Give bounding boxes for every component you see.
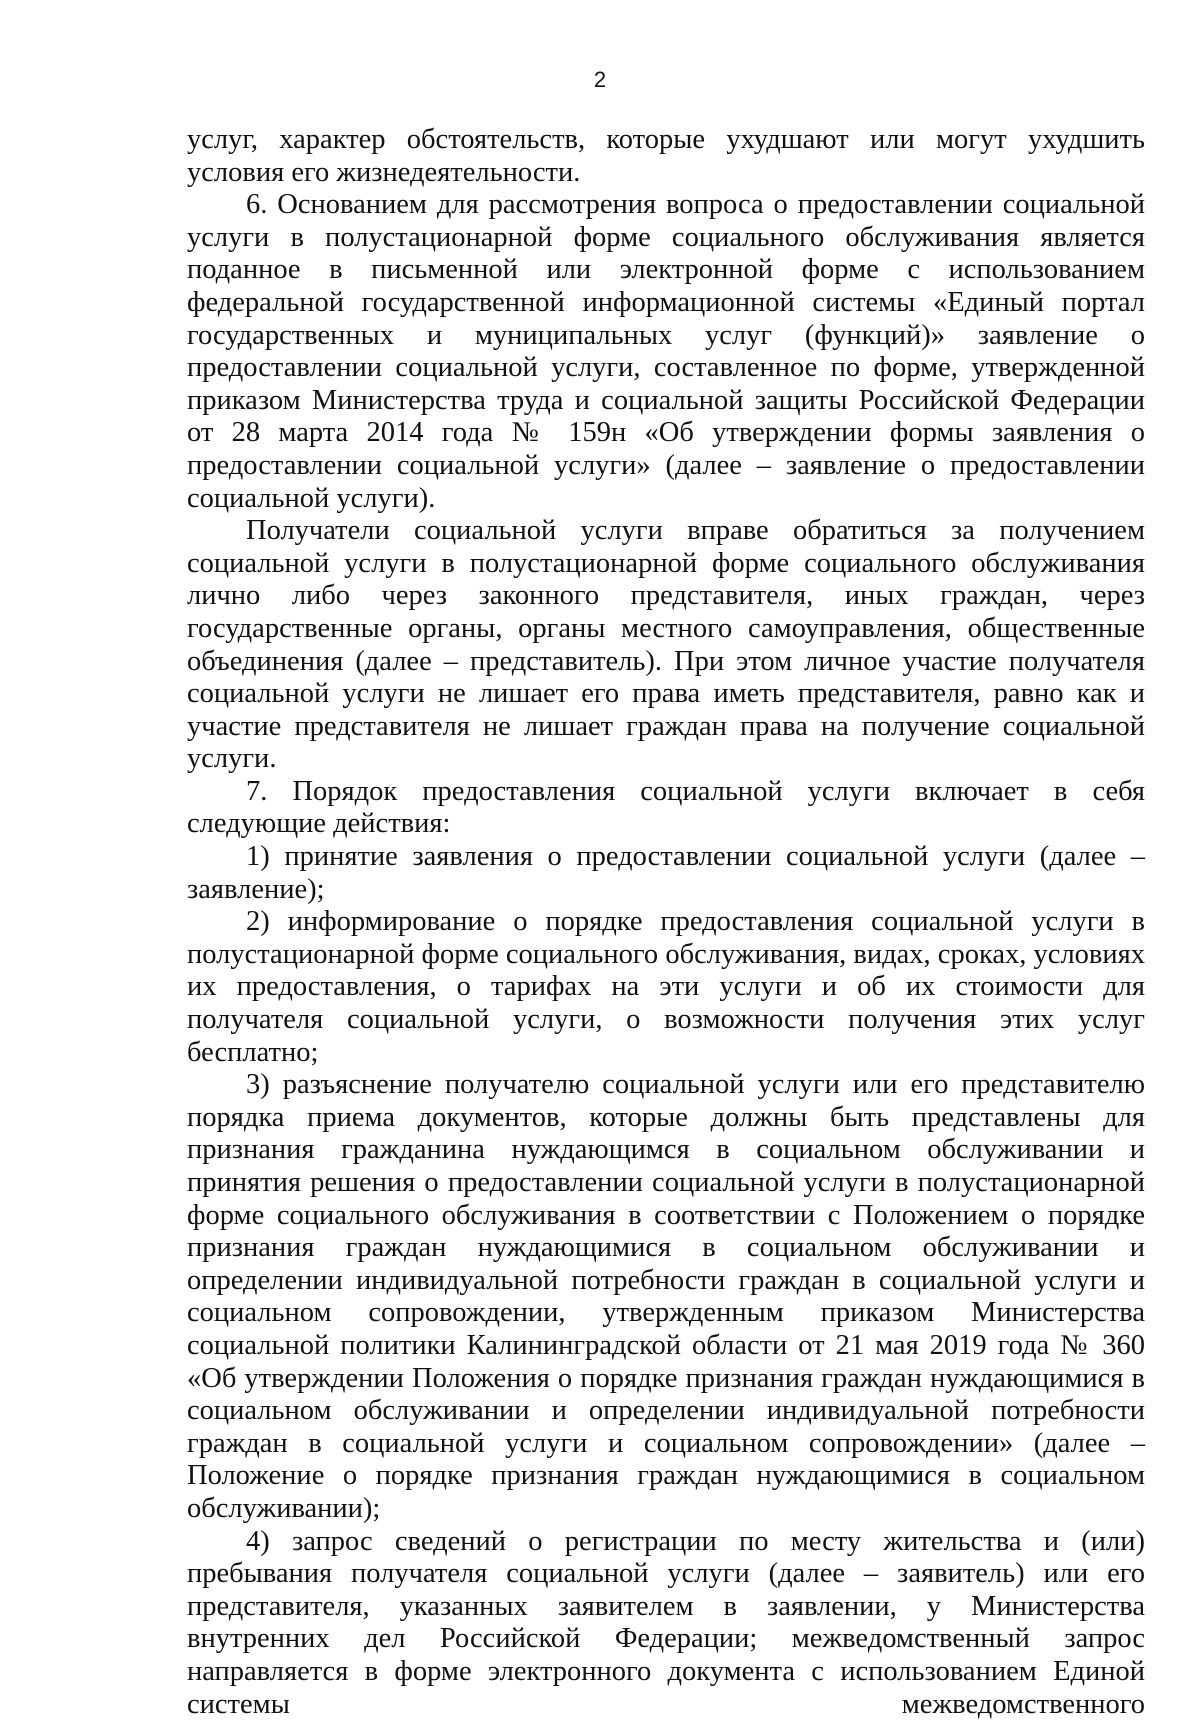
list-item-3: 3) разъяснение получателю социальной услуги или его представителю порядка приема документов, которые должны быть представлены для признания гражданина нуждающимся в социальном обслуживании и принятия решения о предоставлении социальной услуги в полустационарной форме социального обслуживания в соответствии с Положением о порядке признания граждан нуждающимися в социальном обслуживании и определении индивидуальной потребности граждан в социальной услуги и социальном сопровождении, утвержденным приказом Министерства социальной политики Калининградской области от 21 мая 2019 года № 360 «Об утверждении Положения о порядке признания граждан нуждающимися в социальном обслуживании и определении индивидуальной потребности граждан в социальной услуги и социальном сопровождении» (далее – Положение о порядке признания граждан нуждающимися в социальном обслуживании); (187, 1069, 1145, 1524)
page-number: 2 (593, 67, 607, 92)
paragraph-recipients: Получатели социальной услуги вправе обратиться за получением социальной услуги в полустационарной форме социального обслуживания лично либо через законного представителя, иных граждан, через государственные органы, органы местного самоуправления, общественные объединения (далее – представитель). При этом личное участие получателя социальной услуги не лишает его права иметь представителя, равно как и участие представителя не лишает граждан права на получение социальной услуги. (187, 515, 1145, 775)
document-body (187, 124, 1145, 1721)
list-item-2: 2) информирование о порядке предоставления социальной услуги в полустационарной форме социального обслуживания, видах, сроках, условиях их предоставления, о тарифах на эти услуги и об их стоимости для получателя социальной услуги, о возможности получения этих услуг бесплатно; (187, 906, 1145, 1068)
list-item-1: 1) принятие заявления о предоставлении социальной услуги (далее – заявление); (187, 841, 1145, 905)
paragraph-item-7: 7. Порядок предоставления социальной услуги включает в себя следующие действия: (187, 775, 1145, 840)
paragraph-item-6: 6. Основанием для рассмотрения вопроса о предоставлении социальной услуги в полустационарной форме социального обслуживания является поданное в письменной или электронной форме с использованием федеральной государственной информационной системы «Единый портал государственных и муниципальных услуг (функций)» заявление о предоставлении социальной услуги, составленное по форме, утвержденной приказом Министерства труда и социальной защиты Российской Федерации от 28 марта 2014 года № 159н «Об утверждении формы заявления о предоставлении социальной услуги» (далее – заявление о предоставлении социальной услуги). (187, 189, 1145, 514)
list-item-4: 4) запрос сведений о регистрации по месту жительства и (или) пребывания получателя социальной услуги (далее – заявитель) или его представителя, указанных заявителем в заявлении, у Министерства внутренних дел Российской Федерации; межведомственный запрос направляется в форме электронного документа с использованием Единой системы межведомственного (187, 1525, 1145, 1720)
paragraph-continuation: услуг, характер обстоятельств, которые ухудшают или могут ухудшить условия его жизнедеятельности. (187, 124, 1145, 188)
